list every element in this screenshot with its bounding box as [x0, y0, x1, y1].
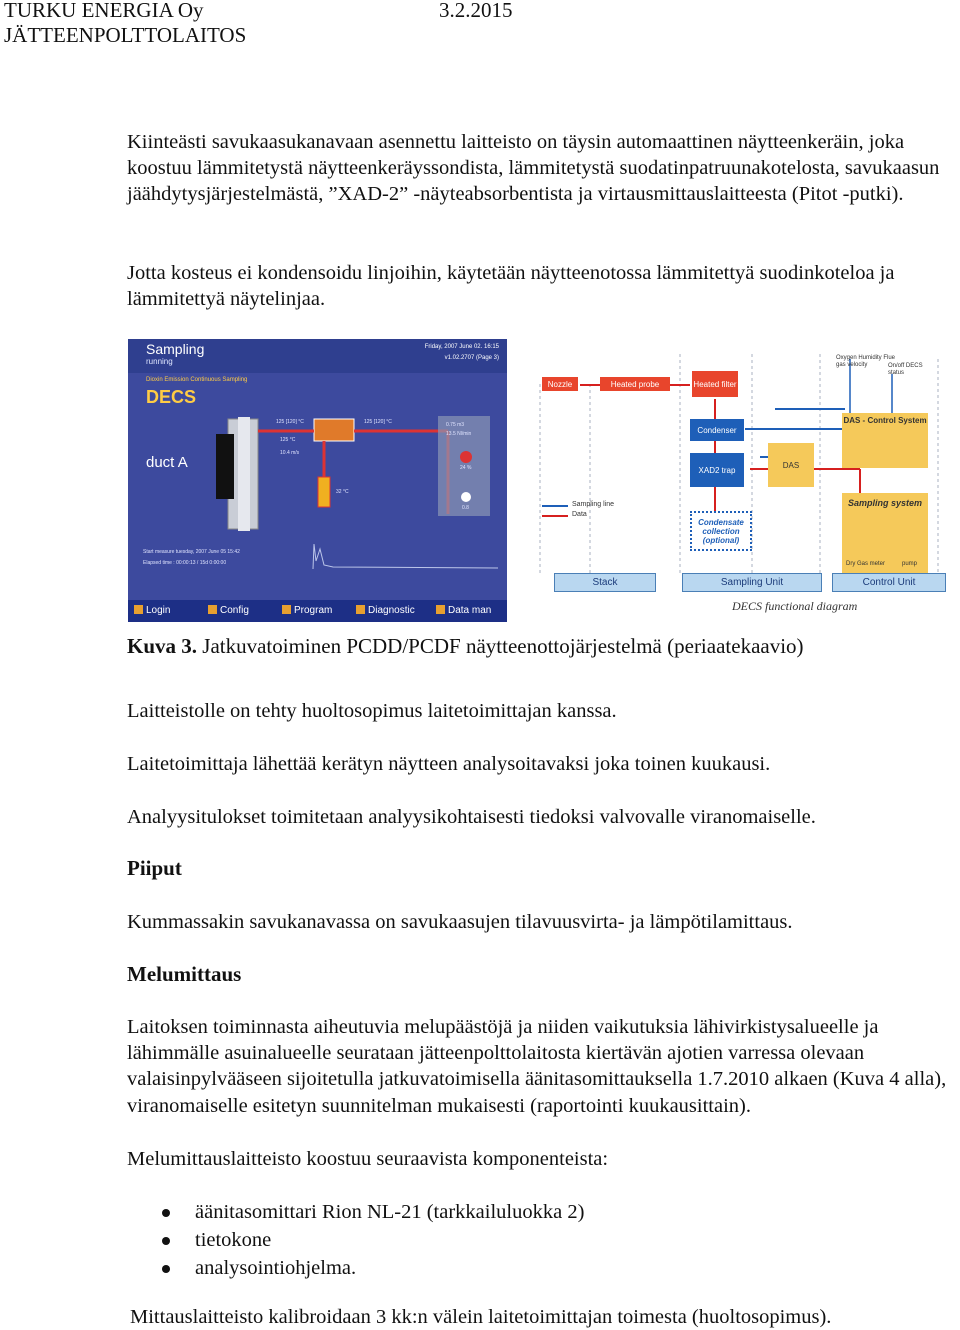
- figure-caption: [127, 634, 804, 659]
- sampling-system-box: Sampling system: [842, 493, 928, 575]
- trend-line-shape: [313, 544, 498, 569]
- duct-highlight-shape: [238, 417, 250, 531]
- list-item: [127, 1226, 584, 1254]
- toolbar-config-label: Config: [220, 605, 249, 616]
- pump-label: pump: [902, 561, 918, 567]
- decs-functional-diagram: [520, 339, 950, 624]
- screenshot-version-text: v1.02.2707 (Page 3): [444, 355, 499, 361]
- toolbar-program-label: Program: [294, 605, 333, 616]
- heater-shape: [318, 477, 330, 507]
- percent-text: 24 %: [460, 465, 472, 471]
- screenshot-title: Sampling: [146, 341, 205, 357]
- nozzle-box: Nozzle: [542, 377, 578, 391]
- bullet-icon: [162, 1209, 170, 1217]
- screenshot-brand: DECS: [146, 387, 197, 407]
- config-icon: [208, 605, 217, 614]
- sampling-unit-bar: Sampling Unit: [682, 573, 822, 592]
- caption-text: Jatkuvatoiminen PCDD/PCDF näytteenottojärjestelmä (periaatekaavio): [197, 634, 804, 658]
- diagnostic-icon: [356, 605, 365, 614]
- legend-sampling-line: Sampling line: [572, 501, 615, 508]
- toolbar-login[interactable]: [134, 605, 170, 616]
- sampling-screenshot: [128, 339, 507, 622]
- header-company-block: [4, 0, 246, 48]
- caption-label: Kuva 3.: [127, 634, 198, 658]
- duct-flange-shape: [216, 434, 234, 499]
- paragraph-noise: Laitoksen toiminnasta aiheutuvia melupäästöjä ja niiden vaikutuksia lähivirkistysalueelle ja lähimmälle asuinalueelle seurataan jätteenpolttolaitosta kiertävän ajotien varressa olevaan valaisinpylvääseen sijoitetulla jatkuvatoimisella äänitasomittauksella 1.7.2010 alkaen (Kuva 4 alla), viranomaiselle esitetyn suunnitelman mukaisesti (raportointi kuukausittain).: [127, 1016, 947, 1117]
- header-company: TURKU ENERGIA Oy: [4, 0, 204, 22]
- paragraph-service: Laitteistolle on tehty huoltosopimus laitetoimittajan kanssa.: [127, 700, 617, 722]
- meter-icon: [461, 492, 471, 502]
- top-labels-left: Oxygen Humidity Flue gas velocity: [836, 355, 896, 368]
- rate-text: 13.5 Nl/min: [446, 431, 472, 437]
- list-item: [127, 1198, 584, 1226]
- screenshot-date-text: Friday, 2007 June 02. 16:15: [424, 344, 499, 350]
- toolbar-data-man[interactable]: [436, 605, 491, 616]
- data-icon: [436, 605, 445, 614]
- elapsed-time-text: Elapsed time : 00:00:13 / 15d 0:00:00: [143, 560, 227, 566]
- toolbar-diagnostic-label: Diagnostic: [368, 605, 415, 616]
- heated-filter-box: Heated filter: [692, 371, 738, 397]
- volume-text: 0.75 m3: [446, 422, 465, 428]
- flow-text: 10.4 m/s: [280, 450, 300, 456]
- list-item-text: tietokone: [195, 1229, 272, 1251]
- paragraph-results: Analyysitulokset toimitetaan analyysikohtaisesti tiedoksi valvovalle viranomaiselle.: [127, 806, 816, 828]
- paragraph-components: Melumittauslaitteisto koostuu seuraavista komponenteista:: [127, 1148, 609, 1170]
- list-item-text: äänitasomittari Rion NL-21 (tarkkailuluokka 2): [195, 1201, 585, 1223]
- header-date: 3.2.2015: [439, 0, 513, 22]
- component-list: [127, 1198, 584, 1282]
- screenshot-status: running: [146, 357, 173, 366]
- xad2-trap-box: XAD2 trap: [690, 453, 744, 487]
- bullet-icon: [162, 1265, 170, 1273]
- paragraph-stacks: Kummassakin savukanavassa on savukaasujen tilavuusvirta- ja lämpötilamittaus.: [127, 911, 793, 933]
- legend-data: Data: [572, 511, 587, 518]
- screenshot-brand-sub: Dioxin Emission Continuous Sampling: [146, 377, 248, 383]
- top-labels-right: On/off DECS status: [888, 363, 923, 376]
- paragraph-calibration: Mittauslaitteisto kalibroidaan 3 kk:n välein laitetoimittajan toimesta (huoltosopimus).: [130, 1306, 832, 1328]
- das-control-box: DAS - Control System: [842, 413, 928, 468]
- key-icon: [134, 605, 143, 614]
- temp-cond-text: 32 °C: [336, 489, 349, 495]
- temp-probe-text: 125 [120] °C: [276, 419, 304, 425]
- list-item-text: analysointiohjelma.: [195, 1257, 357, 1279]
- program-icon: [282, 605, 291, 614]
- temp-duct-text: 125 °C: [280, 437, 296, 443]
- paragraph-moisture: Jotta kosteus ei kondensoidu linjoihin, käytetään näytteenotossa lämmitettyä suodinkoteloa ja lämmitettyä näytelinjaa.: [127, 262, 895, 311]
- control-unit-bar: Control Unit: [832, 573, 946, 592]
- header-unit: JÄTTEENPOLTTOLAITOS: [4, 23, 247, 47]
- filter-box-shape: [314, 419, 354, 441]
- screenshot-process-graphic: [128, 339, 507, 622]
- das-box: DAS: [768, 443, 814, 487]
- value-text: 0.8: [462, 505, 469, 511]
- start-measure-text: Start measure tuesday, 2007 June 05 15:42: [143, 549, 240, 555]
- condenser-box: Condenser: [690, 419, 744, 441]
- heated-probe-box: Heated probe: [600, 377, 670, 391]
- toolbar-login-label: Login: [146, 605, 171, 616]
- list-item: [127, 1254, 584, 1282]
- screenshot-duct: duct A: [146, 454, 188, 471]
- bullet-icon: [162, 1237, 170, 1245]
- toolbar-diagnostic[interactable]: [356, 605, 415, 616]
- heading-piiput: Piiput: [127, 856, 182, 880]
- condensate-box: Condensate collection (optional): [690, 511, 752, 551]
- pump-icon: [460, 451, 472, 463]
- paragraph-equipment: Kiinteästi savukaasukanavaan asennettu laitteisto on täysin automaattinen näytteenkeräin, joka koostuu lämmitetystä näytteenkeräyssondista, lämmitetystä suodatinpatruunakotelosta, savukaasun jäähdytysjärjestelmästä, ”XAD-2” -näyteabsorbentista ja virtausmittauslaitteesta (Pitot -putki).: [127, 131, 940, 206]
- paragraph-shipping: Laitetoimittaja lähettää kerätyn näytteen analysoitavaksi joka toinen kuukausi.: [127, 753, 771, 775]
- toolbar-data-man-label: Data man: [448, 605, 492, 616]
- screenshot-toolbar: [128, 600, 507, 622]
- toolbar-program[interactable]: [282, 605, 332, 616]
- toolbar-config[interactable]: [208, 605, 249, 616]
- heading-melumittaus: Melumittaus: [127, 962, 242, 986]
- dry-gas-meter-label: Dry Gas meter: [846, 561, 886, 567]
- temp-filter-text: 125 [120] °C: [364, 419, 392, 425]
- stack-bar: Stack: [554, 573, 656, 592]
- diagram-footer: DECS functional diagram: [732, 599, 858, 613]
